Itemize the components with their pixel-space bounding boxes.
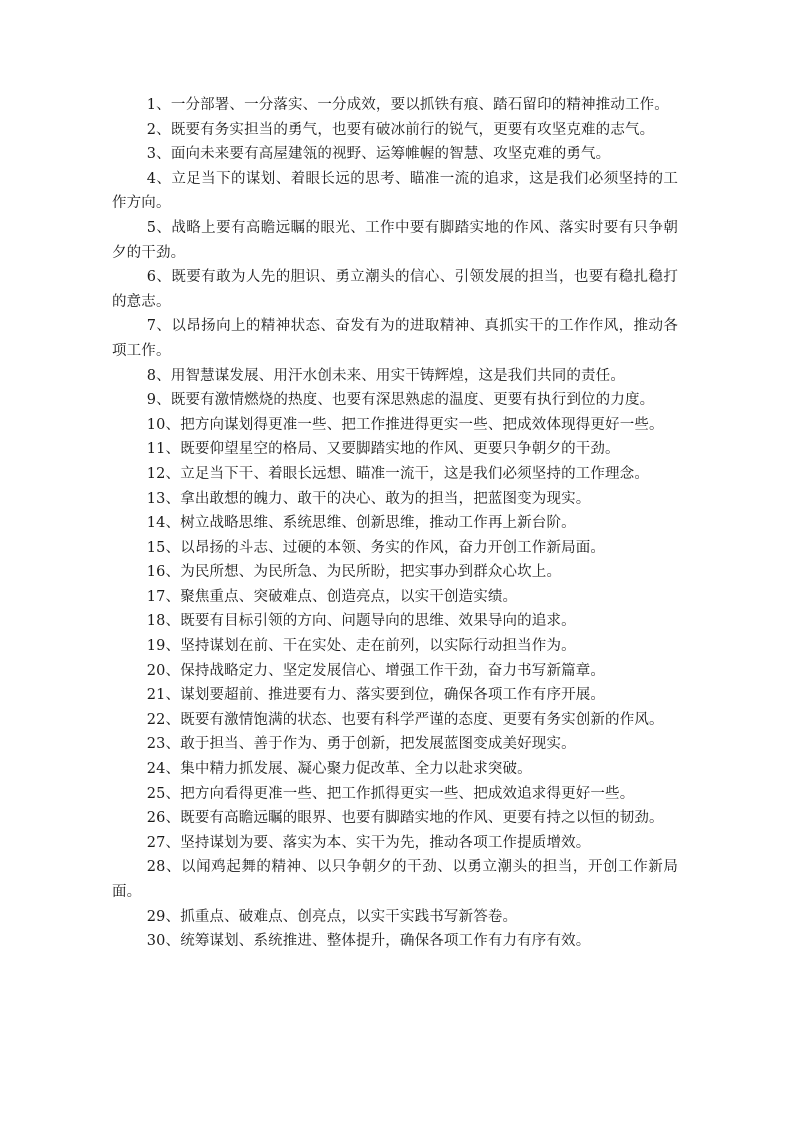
list-item: 6、既要有敢为人先的胆识、勇立潮头的信心、引领发展的担当，也要有稳扎稳打的意志。 <box>112 269 678 310</box>
list-item: 9、既要有激情燃烧的热度、也要有深思熟虑的温度、更要有执行到位的力度。 <box>146 392 655 409</box>
list-item: 28、以闻鸡起舞的精神、以只争朝夕的干劲、以勇立潮头的担当，开创工作新局面。 <box>112 859 678 900</box>
list-item: 8、用智慧谋发展、用汗水创未来、用实干铸辉煌，这是我们共同的责任。 <box>146 367 625 384</box>
list-item: 30、统筹谋划、系统推进、整体提升，确保各项工作有力有序有效。 <box>146 933 591 950</box>
list-item: 3、面向未来要有高屋建瓴的视野、运筹帷幄的智慧、攻坚克难的勇气。 <box>146 146 611 163</box>
list-item: 29、抓重点、破难点、创亮点，以实干实践书写新答卷。 <box>146 908 518 925</box>
list-item: 14、树立战略思维、系统思维、创新思维，推动工作再上新台阶。 <box>146 515 576 532</box>
list-item: 23、敢于担当、善于作为、勇于创新，把发展蓝图变成美好现实。 <box>146 736 576 753</box>
list-item: 12、立足当下干、着眼长远想、瞄准一流干，这是我们必须坚持的工作理念。 <box>146 465 649 482</box>
list-item: 1、一分部署、一分落实、一分成效，要以抓铁有痕、踏石留印的精神推动工作。 <box>146 97 669 113</box>
list-item: 10、把方向谋划得更准一些、把工作推进得更实一些、把成效体现得更好一些。 <box>146 416 664 433</box>
list-item: 5、战略上要有高瞻远瞩的眼光、工作中要有脚踏实地的作风、落实时要有只争朝夕的干劲。 <box>112 219 678 261</box>
document-body <box>112 93 678 954</box>
list-item: 27、坚持谋划为要、落实为本、实干为先，推动各项工作提质增效。 <box>146 834 591 851</box>
list-item: 18、既要有目标引领的方向、问题导向的思维、效果导向的追求。 <box>146 613 576 630</box>
list-item: 24、集中精力抓发展、凝心聚力促改革、全力以赴求突破。 <box>146 761 532 778</box>
list-item: 17、聚焦重点、突破难点、创造亮点，以实干创造实绩。 <box>146 588 518 605</box>
list-item: 16、为民所想、为民所急、为民所盼，把实事办到群众心坎上。 <box>146 564 562 581</box>
list-item: 21、谋划要超前、推进要有力、落实要到位，确保各项工作有序开展。 <box>146 687 606 704</box>
list-item: 7、以昂扬向上的精神状态、奋发有为的进取精神、真抓实干的工作作风，推动各项工作。 <box>112 318 678 359</box>
list-item: 11、既要仰望星空的格局、又要脚踏实地的作风、更要只争朝夕的干劲。 <box>146 441 620 458</box>
list-item: 26、既要有高瞻远瞩的眼界、也要有脚踏实地的作风、更要有持之以恒的韧劲。 <box>146 810 664 827</box>
list-item: 19、坚持谋划在前、干在实处、走在前列，以实际行动担当作为。 <box>146 638 576 655</box>
list-item: 20、保持战略定力、坚定发展信心、增强工作干劲，奋力书写新篇章。 <box>146 662 606 679</box>
list-item: 2、既要有务实担当的勇气，也要有破冰前行的锐气，更要有攻坚克难的志气。 <box>146 121 655 138</box>
list-item: 4、立足当下的谋划、着眼长远的思考、瞄准一流的追求，这是我们必须坚持的工作方向。 <box>112 170 678 212</box>
list-item: 15、以昂扬的斗志、过硬的本领、务实的作风，奋力开创工作新局面。 <box>146 539 606 556</box>
list-item: 13、拿出敢想的魄力、敢干的决心、敢为的担当，把蓝图变为现实。 <box>146 490 591 507</box>
list-item: 25、把方向看得更准一些、把工作抓得更实一些、把成效追求得更好一些。 <box>146 785 635 802</box>
list-item: 22、既要有激情饱满的状态、也要有科学严谨的态度、更要有务实创新的作风。 <box>146 711 664 728</box>
